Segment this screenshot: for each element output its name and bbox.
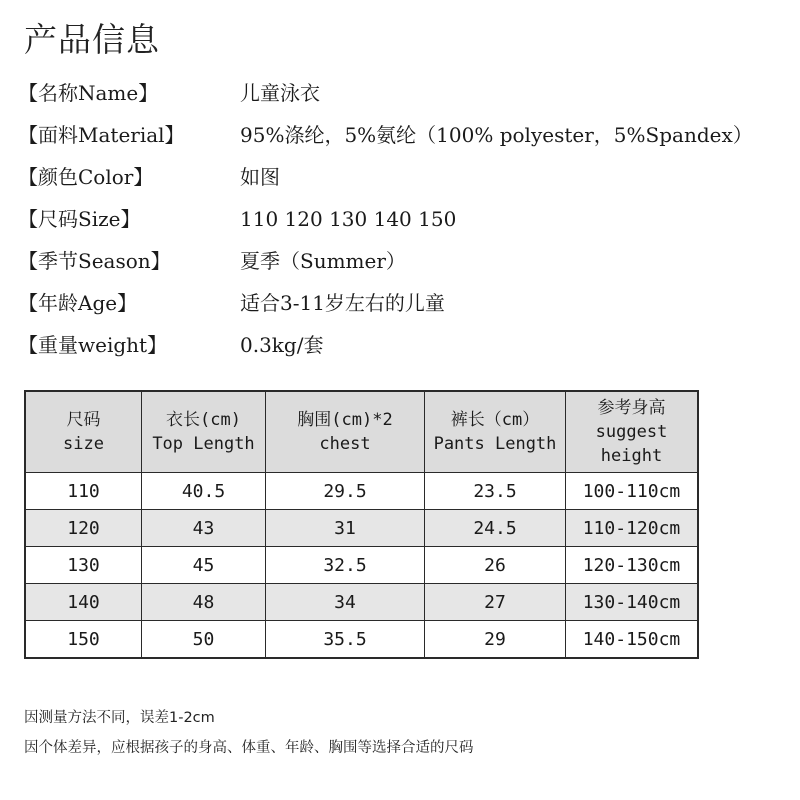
header-label: Top Length (152, 434, 255, 454)
table-cell: 140-150cm (566, 621, 699, 659)
info-label-size: 【尺码Size】 (18, 207, 141, 231)
table-row (25, 584, 698, 621)
header-label: 裤长（cm） (450, 410, 540, 430)
table-cell: 34 (266, 584, 425, 621)
table-cell: 140 (25, 584, 142, 621)
header-label: 衣长(cm) (166, 410, 241, 430)
header-size (25, 391, 142, 473)
table-cell: 130 (25, 547, 142, 584)
header-label: 胸围(cm)*2 (297, 410, 393, 430)
table-cell: 29 (425, 621, 566, 659)
info-value-color: 如图 (240, 165, 280, 189)
table-row (25, 473, 698, 510)
table-row (25, 547, 698, 584)
header-label: 尺码 (66, 410, 101, 430)
table-row (25, 621, 698, 659)
header-label: suggest (595, 422, 668, 442)
table-cell: 110 (25, 473, 142, 510)
table-cell: 130-140cm (566, 584, 699, 621)
table-cell: 31 (266, 510, 425, 547)
note-measurement-error: 因测量方法不同，误差1-2cm (24, 710, 215, 726)
table-row (25, 510, 698, 547)
table-cell: 45 (142, 547, 266, 584)
table-cell: 40.5 (142, 473, 266, 510)
header-label: height (600, 446, 663, 466)
page-title: 产品信息 (24, 20, 160, 59)
header-suggest-height (566, 391, 699, 473)
header-label: Pants Length (433, 434, 557, 454)
table-cell: 35.5 (266, 621, 425, 659)
info-value-season: 夏季（Summer） (240, 249, 406, 273)
table-cell: 24.5 (425, 510, 566, 547)
table-cell: 26 (425, 547, 566, 584)
info-label-color: 【颜色Color】 (18, 165, 154, 189)
table-cell: 120 (25, 510, 142, 547)
header-top-length (142, 391, 266, 473)
table-cell: 48 (142, 584, 266, 621)
table-cell: 150 (25, 621, 142, 659)
info-value-size: 110 120 130 140 150 (240, 207, 457, 231)
note-size-advice: 因个体差异，应根据孩子的身高、体重、年龄、胸围等选择合适的尺码 (24, 740, 474, 756)
info-value-material: 95%涤纶，5%氨纶（100% polyester，5%Spandex） (240, 123, 753, 147)
info-label-weight: 【重量weight】 (18, 333, 168, 357)
table-cell: 27 (425, 584, 566, 621)
table-cell: 43 (142, 510, 266, 547)
info-label-age: 【年龄Age】 (18, 291, 138, 315)
table-cell: 50 (142, 621, 266, 659)
info-label-season: 【季节Season】 (18, 249, 171, 273)
notes (24, 706, 474, 766)
size-chart-table (24, 390, 699, 659)
header-label: chest (319, 434, 371, 454)
header-label: size (63, 434, 104, 454)
header-chest (266, 391, 425, 473)
info-label-material: 【面料Material】 (18, 123, 185, 147)
table-cell: 29.5 (266, 473, 425, 510)
table-cell: 120-130cm (566, 547, 699, 584)
table-cell: 32.5 (266, 547, 425, 584)
table-cell: 100-110cm (566, 473, 699, 510)
info-value-name: 儿童泳衣 (240, 81, 320, 105)
table-header-row (25, 391, 698, 473)
info-value-weight: 0.3kg/套 (240, 333, 324, 357)
info-value-age: 适合3-11岁左右的儿童 (240, 291, 445, 315)
header-label: 参考身高 (597, 398, 666, 418)
header-pants-length (425, 391, 566, 473)
table-cell: 110-120cm (566, 510, 699, 547)
table-cell: 23.5 (425, 473, 566, 510)
info-label-name: 【名称Name】 (18, 81, 159, 105)
